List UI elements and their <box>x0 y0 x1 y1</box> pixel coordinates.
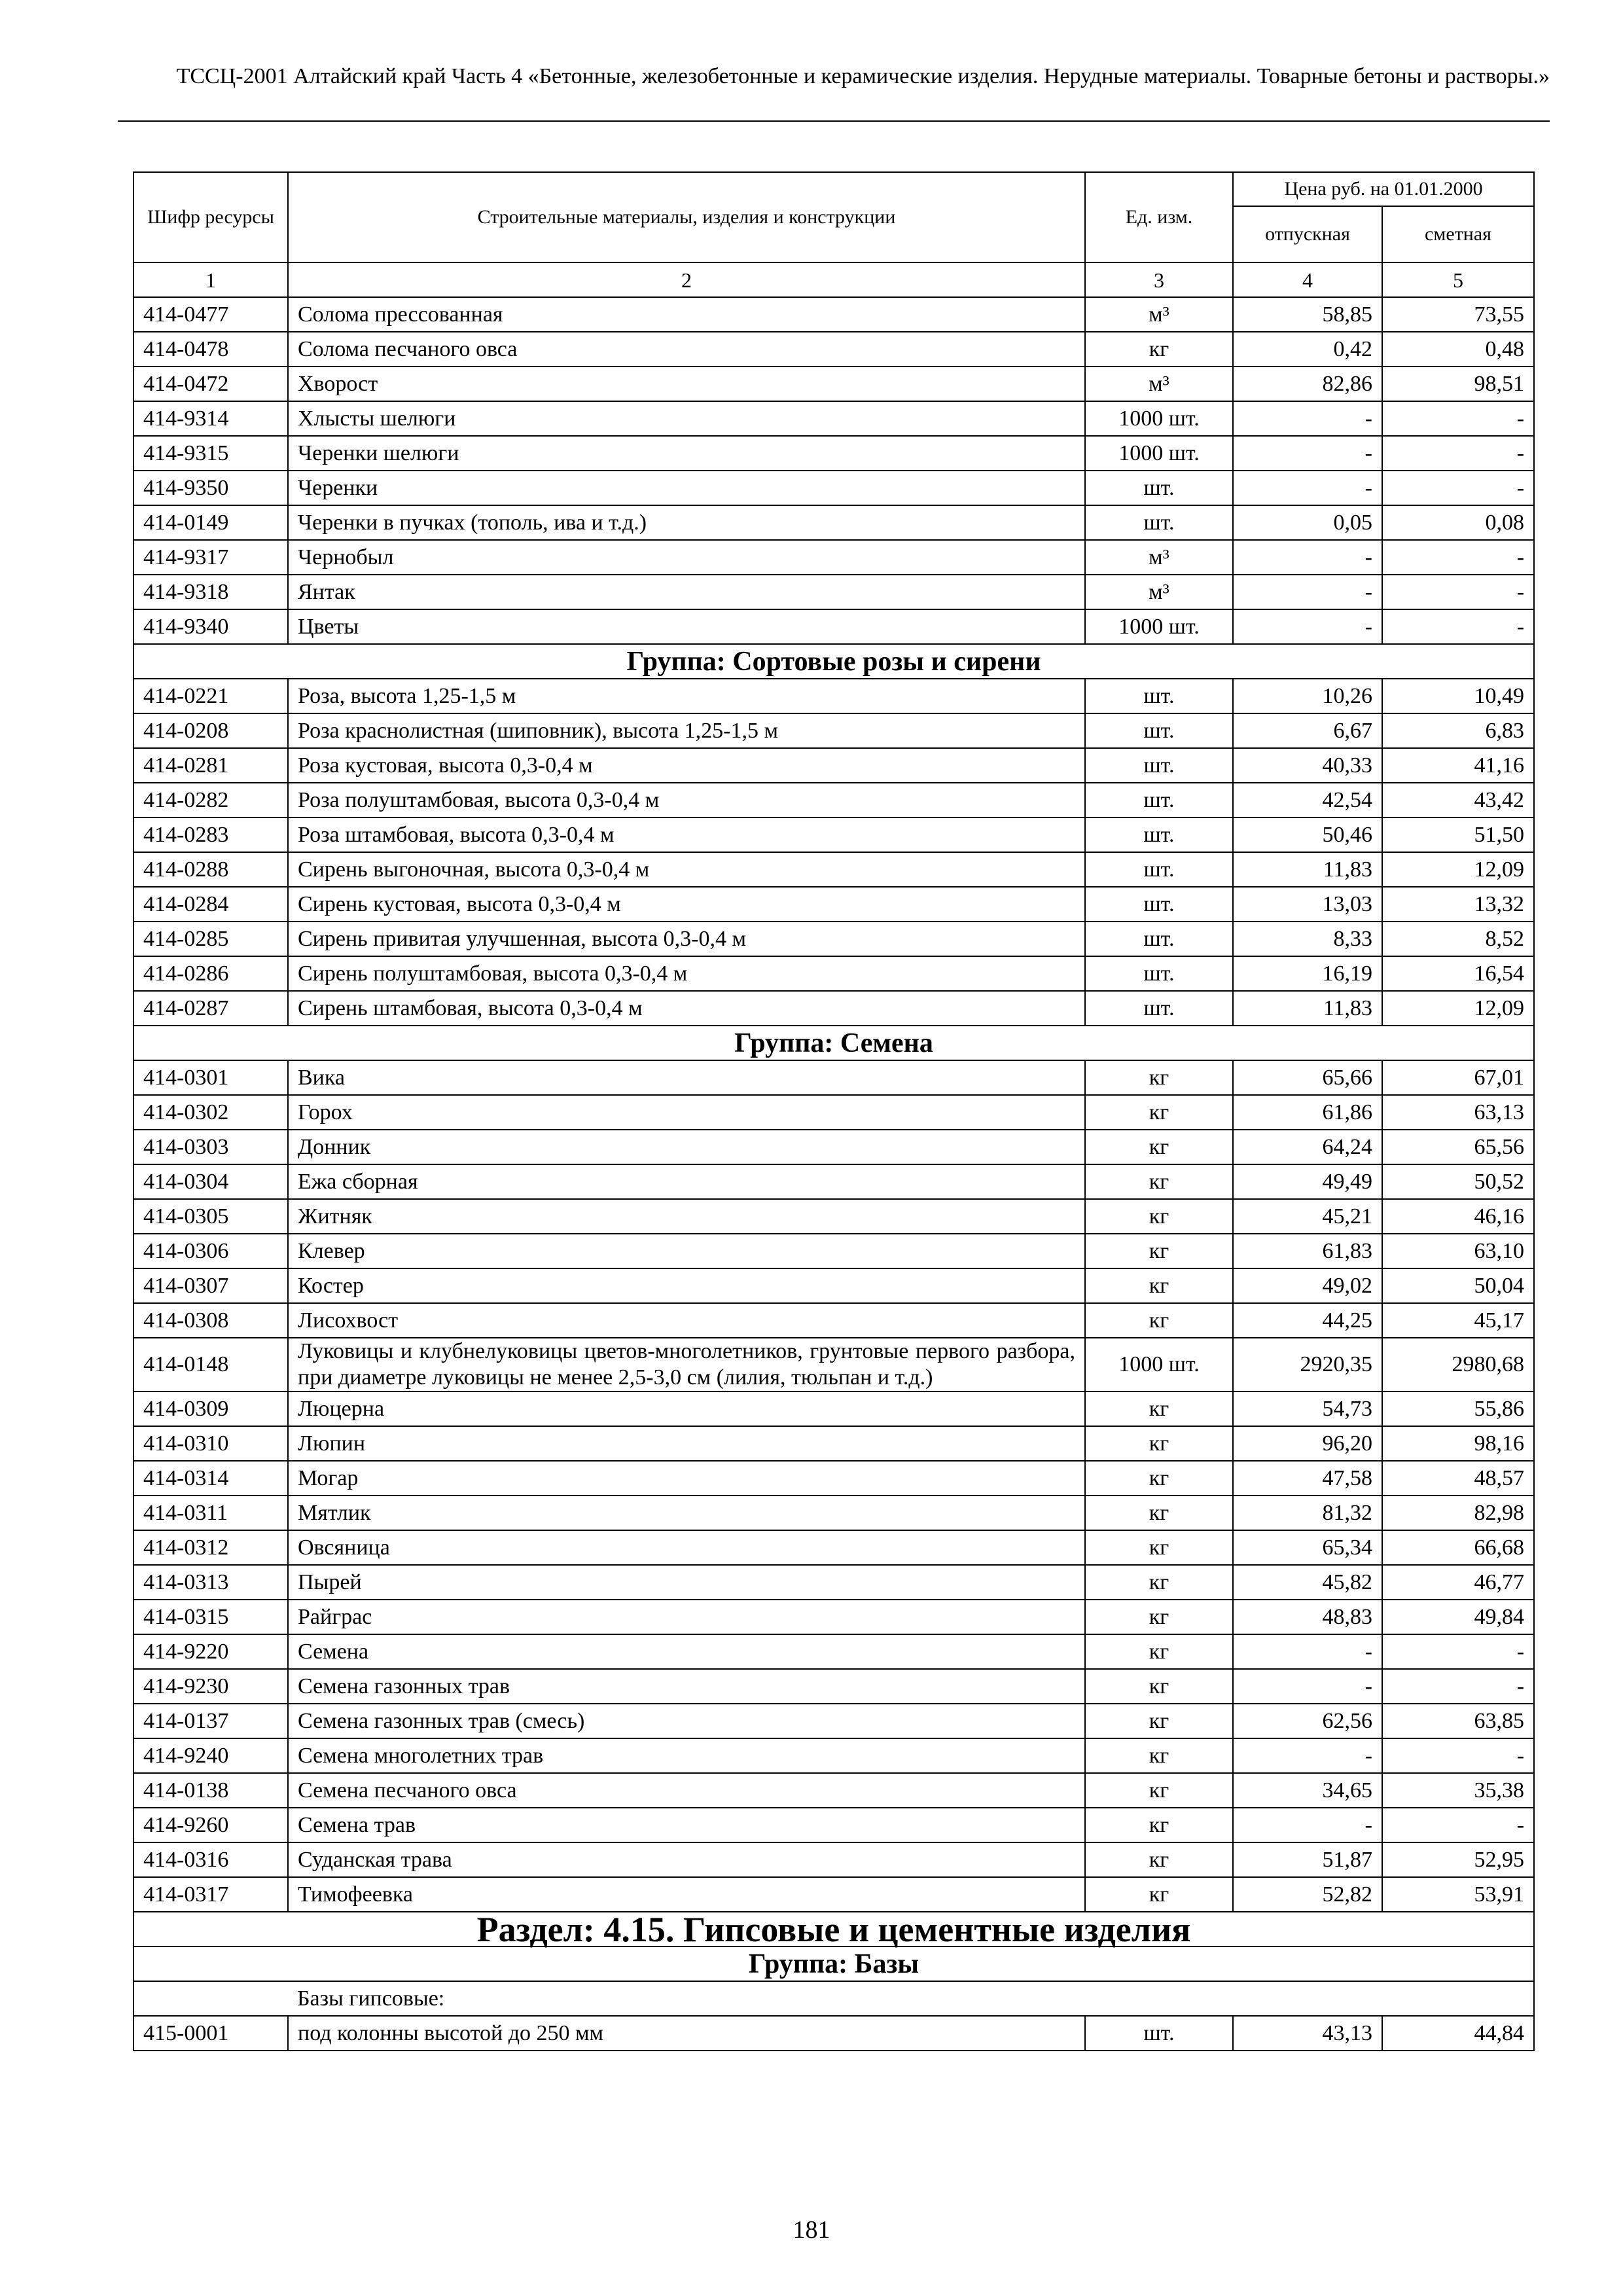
col-number: 3 <box>1085 262 1233 297</box>
resource-code: 414-0285 <box>134 922 288 956</box>
estimate-price: 51,50 <box>1382 817 1534 852</box>
table-row <box>134 1060 1534 1095</box>
release-price: 65,66 <box>1233 1060 1382 1095</box>
resource-code: 414-9260 <box>134 1808 288 1842</box>
release-price: 52,82 <box>1233 1877 1382 1912</box>
unit: шт. <box>1085 748 1233 783</box>
item-name: Лисохвост <box>288 1303 1085 1338</box>
estimate-price: - <box>1382 401 1534 436</box>
estimate-price: 65,56 <box>1382 1130 1534 1164</box>
resource-code: 414-0472 <box>134 367 288 401</box>
estimate-price: 10,49 <box>1382 679 1534 713</box>
item-name: Сирень выгоночная, высота 0,3-0,4 м <box>288 852 1085 887</box>
release-price: 47,58 <box>1233 1461 1382 1496</box>
group-heading-row <box>134 1026 1534 1060</box>
estimate-price: 35,38 <box>1382 1773 1534 1808</box>
table-row <box>134 297 1534 332</box>
resource-code: 414-9317 <box>134 540 288 575</box>
table-row <box>134 817 1534 852</box>
unit: кг <box>1085 1600 1233 1634</box>
release-price: 40,33 <box>1233 748 1382 783</box>
running-header: ТССЦ-2001 Алтайский край Часть 4 «Бетонные, железобетонные и керамические изделия. Нерудные материалы. Товарные бетоны и растворы.» <box>176 64 1550 88</box>
table-row <box>134 575 1534 609</box>
unit: кг <box>1085 1199 1233 1234</box>
section-heading-row <box>134 1912 1534 1946</box>
unit: кг <box>1085 1704 1233 1738</box>
unit: кг <box>1085 1669 1233 1704</box>
estimate-price: 53,91 <box>1382 1877 1534 1912</box>
unit: кг <box>1085 1496 1233 1530</box>
table-row <box>134 1164 1534 1199</box>
release-price: 10,26 <box>1233 679 1382 713</box>
table-row <box>134 367 1534 401</box>
unit: кг <box>1085 1530 1233 1565</box>
resource-code: 414-0149 <box>134 505 288 540</box>
col-name-header: Строительные материалы, изделия и конструкции <box>288 172 1085 262</box>
estimate-price: - <box>1382 575 1534 609</box>
item-name: Семена песчаного овса <box>288 1773 1085 1808</box>
release-price: - <box>1233 540 1382 575</box>
table-row <box>134 1773 1534 1808</box>
table-row <box>134 401 1534 436</box>
estimate-price: 63,85 <box>1382 1704 1534 1738</box>
resource-code: 414-0478 <box>134 332 288 367</box>
resource-code: 414-0221 <box>134 679 288 713</box>
resource-code: 414-0281 <box>134 748 288 783</box>
col-number: 5 <box>1382 262 1534 297</box>
table-row <box>134 1496 1534 1530</box>
table-row <box>134 783 1534 817</box>
table-row <box>134 505 1534 540</box>
resource-code: 414-0308 <box>134 1303 288 1338</box>
item-name: Сирень полуштамбовая, высота 0,3-0,4 м <box>288 956 1085 991</box>
release-price: 6,67 <box>1233 713 1382 748</box>
unit: 1000 шт. <box>1085 1338 1233 1391</box>
unit: кг <box>1085 1234 1233 1268</box>
col-price-header: Цена руб. на 01.01.2000 <box>1233 172 1534 206</box>
unit: кг <box>1085 1773 1233 1808</box>
table-row <box>134 679 1534 713</box>
unit: кг <box>1085 1426 1233 1461</box>
release-price: 48,83 <box>1233 1600 1382 1634</box>
item-name: Сирень привитая улучшенная, высота 0,3-0,4 м <box>288 922 1085 956</box>
item-name: Житняк <box>288 1199 1085 1234</box>
item-name: Роза кустовая, высота 0,3-0,4 м <box>288 748 1085 783</box>
estimate-price: 98,51 <box>1382 367 1534 401</box>
item-name: Черенки <box>288 471 1085 505</box>
resource-code: 414-0311 <box>134 1496 288 1530</box>
item-name: Янтак <box>288 575 1085 609</box>
release-price: 45,21 <box>1233 1199 1382 1234</box>
col-price-estimate-header: сметная <box>1382 206 1534 262</box>
estimate-price: 49,84 <box>1382 1600 1534 1634</box>
estimate-price: 16,54 <box>1382 956 1534 991</box>
item-name: Хлысты шелюги <box>288 401 1085 436</box>
unit: шт. <box>1085 471 1233 505</box>
item-name: Костер <box>288 1268 1085 1303</box>
unit: кг <box>1085 1877 1233 1912</box>
col-number: 1 <box>134 262 288 297</box>
unit: кг <box>1085 1842 1233 1877</box>
table-row <box>134 1234 1534 1268</box>
item-name: Семена газонных трав (смесь) <box>288 1704 1085 1738</box>
unit: шт. <box>1085 679 1233 713</box>
unit: кг <box>1085 1565 1233 1600</box>
table-row <box>134 1600 1534 1634</box>
resource-code: 414-0283 <box>134 817 288 852</box>
resource-code: 414-0138 <box>134 1773 288 1808</box>
page-number: 181 <box>793 2216 830 2244</box>
release-price: 45,82 <box>1233 1565 1382 1600</box>
table-row <box>134 1426 1534 1461</box>
release-price: 50,46 <box>1233 817 1382 852</box>
unit: шт. <box>1085 991 1233 1026</box>
unit: кг <box>1085 1634 1233 1669</box>
release-price: - <box>1233 1669 1382 1704</box>
unit: шт. <box>1085 922 1233 956</box>
release-price: - <box>1233 401 1382 436</box>
release-price: 49,49 <box>1233 1164 1382 1199</box>
estimate-price: 2980,68 <box>1382 1338 1534 1391</box>
release-price: - <box>1233 1738 1382 1773</box>
unit: м³ <box>1085 575 1233 609</box>
resource-code: 414-9230 <box>134 1669 288 1704</box>
col-price-release-header: отпускная <box>1233 206 1382 262</box>
table-row <box>134 436 1534 471</box>
estimate-price: 98,16 <box>1382 1426 1534 1461</box>
item-name: Сирень кустовая, высота 0,3-0,4 м <box>288 887 1085 922</box>
table-row <box>134 2016 1534 2051</box>
table-row <box>134 609 1534 644</box>
resource-code: 414-0314 <box>134 1461 288 1496</box>
resource-code: 414-9350 <box>134 471 288 505</box>
resource-code: 414-9318 <box>134 575 288 609</box>
table-row <box>134 332 1534 367</box>
table-header-row <box>134 172 1534 206</box>
estimate-price: 66,68 <box>1382 1530 1534 1565</box>
estimate-price: 41,16 <box>1382 748 1534 783</box>
group-heading: Группа: Базы <box>134 1946 1534 1981</box>
unit: кг <box>1085 1391 1233 1426</box>
estimate-price: 12,09 <box>1382 852 1534 887</box>
unit: шт. <box>1085 505 1233 540</box>
release-price: 62,56 <box>1233 1704 1382 1738</box>
item-name: Ежа сборная <box>288 1164 1085 1199</box>
estimate-price: - <box>1382 609 1534 644</box>
resource-code: 414-0288 <box>134 852 288 887</box>
estimate-price: 50,52 <box>1382 1164 1534 1199</box>
unit: шт. <box>1085 2016 1233 2051</box>
unit: шт. <box>1085 956 1233 991</box>
release-price: - <box>1233 1634 1382 1669</box>
release-price: 54,73 <box>1233 1391 1382 1426</box>
release-price: 0,05 <box>1233 505 1382 540</box>
release-price: 43,13 <box>1233 2016 1382 2051</box>
item-name: Роза штамбовая, высота 0,3-0,4 м <box>288 817 1085 852</box>
estimate-price: 63,13 <box>1382 1095 1534 1130</box>
unit: кг <box>1085 1303 1233 1338</box>
group-heading-row <box>134 644 1534 679</box>
resource-code: 415-0001 <box>134 2016 288 2051</box>
item-name: Цветы <box>288 609 1085 644</box>
estimate-price: - <box>1382 1669 1534 1704</box>
unit: кг <box>1085 1130 1233 1164</box>
item-name: Люпин <box>288 1426 1085 1461</box>
release-price: - <box>1233 471 1382 505</box>
unit: кг <box>1085 1461 1233 1496</box>
table-row <box>134 1634 1534 1669</box>
release-price: 0,42 <box>1233 332 1382 367</box>
unit: 1000 шт. <box>1085 401 1233 436</box>
group-heading: Группа: Семена <box>134 1026 1534 1060</box>
estimate-price: 43,42 <box>1382 783 1534 817</box>
item-name: Семена газонных трав <box>288 1669 1085 1704</box>
table-row <box>134 1391 1534 1426</box>
release-price: 61,86 <box>1233 1095 1382 1130</box>
unit: кг <box>1085 1095 1233 1130</box>
resource-code: 414-0284 <box>134 887 288 922</box>
resource-code: 414-9340 <box>134 609 288 644</box>
table-row <box>134 1338 1534 1391</box>
table-row <box>134 471 1534 505</box>
estimate-price: 82,98 <box>1382 1496 1534 1530</box>
table-row <box>134 922 1534 956</box>
subgroup-label: Базы гипсовые: <box>288 1981 1534 2016</box>
item-name: Черенки шелюги <box>288 436 1085 471</box>
release-price: 58,85 <box>1233 297 1382 332</box>
group-heading-row <box>134 1946 1534 1981</box>
item-name: Чернобыл <box>288 540 1085 575</box>
release-price: 96,20 <box>1233 1426 1382 1461</box>
estimate-price: 45,17 <box>1382 1303 1534 1338</box>
resource-code: 414-0315 <box>134 1600 288 1634</box>
unit: шт. <box>1085 887 1233 922</box>
release-price: 61,83 <box>1233 1234 1382 1268</box>
resource-code: 414-0316 <box>134 1842 288 1877</box>
unit: шт. <box>1085 852 1233 887</box>
estimate-price: - <box>1382 540 1534 575</box>
table-row <box>134 852 1534 887</box>
col-unit-header: Ед. изм. <box>1085 172 1233 262</box>
release-price: 82,86 <box>1233 367 1382 401</box>
table-row <box>134 1130 1534 1164</box>
release-price: 16,19 <box>1233 956 1382 991</box>
item-name: Солома прессованная <box>288 297 1085 332</box>
estimate-price: 73,55 <box>1382 297 1534 332</box>
empty-cell <box>134 1981 288 2016</box>
table-row <box>134 991 1534 1026</box>
resource-code: 414-0312 <box>134 1530 288 1565</box>
estimate-price: 48,57 <box>1382 1461 1534 1496</box>
release-price: 11,83 <box>1233 991 1382 1026</box>
resource-code: 414-0286 <box>134 956 288 991</box>
unit: кг <box>1085 1268 1233 1303</box>
table-row <box>134 956 1534 991</box>
table-row <box>134 1303 1534 1338</box>
item-name: Мятлик <box>288 1496 1085 1530</box>
item-name: Люцерна <box>288 1391 1085 1426</box>
resource-code: 414-9220 <box>134 1634 288 1669</box>
table-row <box>134 1842 1534 1877</box>
release-price: 2920,35 <box>1233 1338 1382 1391</box>
item-name: Сирень штамбовая, высота 0,3-0,4 м <box>288 991 1085 1026</box>
unit: шт. <box>1085 713 1233 748</box>
release-price: - <box>1233 436 1382 471</box>
table-row <box>134 748 1534 783</box>
release-price: 11,83 <box>1233 852 1382 887</box>
release-price: - <box>1233 1808 1382 1842</box>
table-row <box>134 1268 1534 1303</box>
estimate-price: - <box>1382 471 1534 505</box>
item-name: Хворост <box>288 367 1085 401</box>
unit: кг <box>1085 332 1233 367</box>
estimate-price: 46,77 <box>1382 1565 1534 1600</box>
header-rule <box>118 120 1550 122</box>
price-table <box>133 171 1535 2051</box>
estimate-price: - <box>1382 436 1534 471</box>
table-row <box>134 1565 1534 1600</box>
release-price: 64,24 <box>1233 1130 1382 1164</box>
estimate-price: 6,83 <box>1382 713 1534 748</box>
unit: м³ <box>1085 540 1233 575</box>
item-name: Тимофеевка <box>288 1877 1085 1912</box>
table-row <box>134 1530 1534 1565</box>
release-price: - <box>1233 575 1382 609</box>
item-name: Суданская трава <box>288 1842 1085 1877</box>
resource-code: 414-0306 <box>134 1234 288 1268</box>
table-row <box>134 1095 1534 1130</box>
item-name: Роза полуштамбовая, высота 0,3-0,4 м <box>288 783 1085 817</box>
release-price: 42,54 <box>1233 783 1382 817</box>
item-name: Могар <box>288 1461 1085 1496</box>
col-number: 4 <box>1233 262 1382 297</box>
table-row <box>134 1669 1534 1704</box>
estimate-price: - <box>1382 1808 1534 1842</box>
column-numbers-row <box>134 262 1534 297</box>
estimate-price: 8,52 <box>1382 922 1534 956</box>
resource-code: 414-0305 <box>134 1199 288 1234</box>
release-price: 81,32 <box>1233 1496 1382 1530</box>
release-price: 49,02 <box>1233 1268 1382 1303</box>
resource-code: 414-0282 <box>134 783 288 817</box>
item-name: Луковицы и клубнелуковицы цветов-многолетников, грунтовые первого разбора, при диаметре луковицы не менее 2,5-3,0 см (лилия, тюльпан и т.д.) <box>288 1338 1085 1391</box>
release-price: 44,25 <box>1233 1303 1382 1338</box>
estimate-price: 0,08 <box>1382 505 1534 540</box>
resource-code: 414-9315 <box>134 436 288 471</box>
estimate-price: 67,01 <box>1382 1060 1534 1095</box>
item-name: Роза краснолистная (шиповник), высота 1,25-1,5 м <box>288 713 1085 748</box>
item-name: Вика <box>288 1060 1085 1095</box>
item-name: Семена <box>288 1634 1085 1669</box>
item-name: Черенки в пучках (тополь, ива и т.д.) <box>288 505 1085 540</box>
estimate-price: 63,10 <box>1382 1234 1534 1268</box>
table-row <box>134 887 1534 922</box>
estimate-price: 55,86 <box>1382 1391 1534 1426</box>
resource-code: 414-0317 <box>134 1877 288 1912</box>
release-price: 13,03 <box>1233 887 1382 922</box>
unit: м³ <box>1085 297 1233 332</box>
unit: шт. <box>1085 817 1233 852</box>
resource-code: 414-0304 <box>134 1164 288 1199</box>
resource-code: 414-0287 <box>134 991 288 1026</box>
item-name: Семена трав <box>288 1808 1085 1842</box>
item-name: Овсяница <box>288 1530 1085 1565</box>
unit: м³ <box>1085 367 1233 401</box>
resource-code: 414-0302 <box>134 1095 288 1130</box>
resource-code: 414-9314 <box>134 401 288 436</box>
col-number: 2 <box>288 262 1085 297</box>
item-name: Пырей <box>288 1565 1085 1600</box>
unit: кг <box>1085 1738 1233 1773</box>
item-name: Горох <box>288 1095 1085 1130</box>
item-name: Райграс <box>288 1600 1085 1634</box>
col-code-header: Шифр ресурсы <box>134 172 288 262</box>
estimate-price: 46,16 <box>1382 1199 1534 1234</box>
estimate-price: 52,95 <box>1382 1842 1534 1877</box>
item-name: Семена многолетних трав <box>288 1738 1085 1773</box>
unit: 1000 шт. <box>1085 609 1233 644</box>
unit: кг <box>1085 1060 1233 1095</box>
resource-code: 414-0208 <box>134 713 288 748</box>
table-row <box>134 1199 1534 1234</box>
table-row <box>134 1808 1534 1842</box>
estimate-price: 44,84 <box>1382 2016 1534 2051</box>
estimate-price: 0,48 <box>1382 332 1534 367</box>
resource-code: 414-0307 <box>134 1268 288 1303</box>
resource-code: 414-9240 <box>134 1738 288 1773</box>
table-row <box>134 1704 1534 1738</box>
item-name: под колонны высотой до 250 мм <box>288 2016 1085 2051</box>
item-name: Клевер <box>288 1234 1085 1268</box>
release-price: 34,65 <box>1233 1773 1382 1808</box>
resource-code: 414-0310 <box>134 1426 288 1461</box>
unit: кг <box>1085 1164 1233 1199</box>
table-row <box>134 1877 1534 1912</box>
resource-code: 414-0148 <box>134 1338 288 1391</box>
item-name: Солома песчаного овса <box>288 332 1085 367</box>
release-price: 8,33 <box>1233 922 1382 956</box>
resource-code: 414-0301 <box>134 1060 288 1095</box>
subgroup-label-row <box>134 1981 1534 2016</box>
resource-code: 414-0313 <box>134 1565 288 1600</box>
resource-code: 414-0477 <box>134 297 288 332</box>
table-row <box>134 1738 1534 1773</box>
section-heading: Раздел: 4.15. Гипсовые и цементные изделия <box>134 1912 1534 1946</box>
release-price: 51,87 <box>1233 1842 1382 1877</box>
release-price: 65,34 <box>1233 1530 1382 1565</box>
resource-code: 414-0137 <box>134 1704 288 1738</box>
item-name: Роза, высота 1,25-1,5 м <box>288 679 1085 713</box>
unit: кг <box>1085 1808 1233 1842</box>
table-row <box>134 713 1534 748</box>
estimate-price: - <box>1382 1738 1534 1773</box>
item-name: Донник <box>288 1130 1085 1164</box>
unit: 1000 шт. <box>1085 436 1233 471</box>
group-heading: Группа: Сортовые розы и сирени <box>134 644 1534 679</box>
release-price: - <box>1233 609 1382 644</box>
resource-code: 414-0303 <box>134 1130 288 1164</box>
estimate-price: - <box>1382 1634 1534 1669</box>
estimate-price: 13,32 <box>1382 887 1534 922</box>
unit: шт. <box>1085 783 1233 817</box>
table-row <box>134 540 1534 575</box>
estimate-price: 12,09 <box>1382 991 1534 1026</box>
table-row <box>134 1461 1534 1496</box>
estimate-price: 50,04 <box>1382 1268 1534 1303</box>
resource-code: 414-0309 <box>134 1391 288 1426</box>
